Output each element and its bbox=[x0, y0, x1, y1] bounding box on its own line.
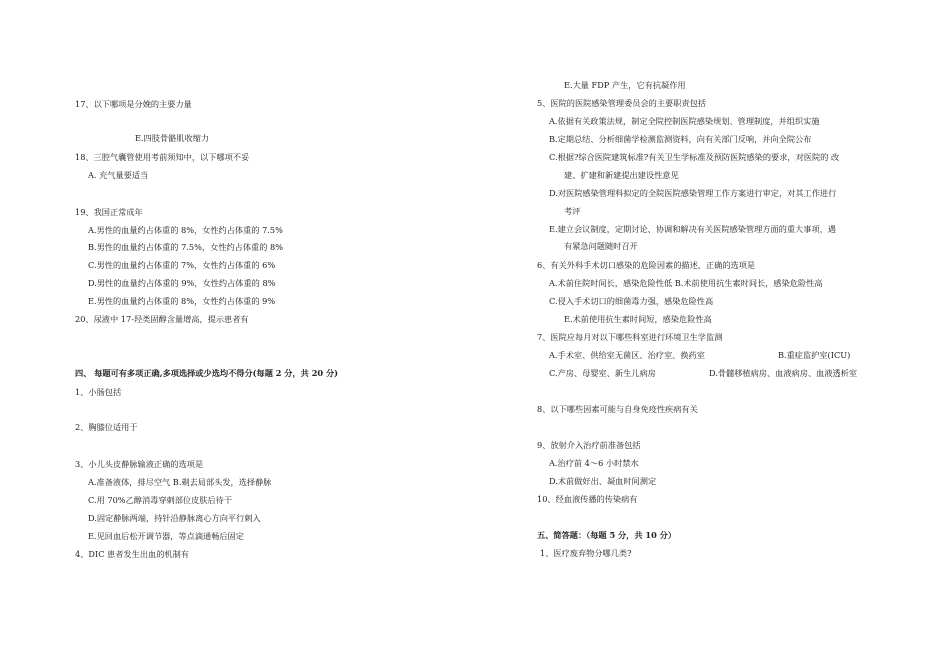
option-m5-e-cont: 有紧急问题随时召开 bbox=[564, 241, 638, 251]
option-m9-d: D.术前做好出、凝血时间测定 bbox=[549, 476, 657, 486]
multi-question-4: 4、DIC 患者发生出血的机制有 bbox=[75, 549, 189, 559]
option-m3-d: D.固定静脉两端，持针沿静脉离心方向平行刺入 bbox=[88, 513, 261, 523]
question-17: 17、以下哪项是分娩的主要力量 bbox=[75, 99, 192, 109]
option-m6-c: C.侵入手术切口的细菌毒力强，感染危险性高 bbox=[549, 296, 714, 306]
option-m5-e: E.建立会议制度，定期讨论、协调和解决有关医院感染管理方面的重大事项，遇 bbox=[549, 224, 836, 234]
option-m7-b: B.重症监护室(ICU) bbox=[778, 350, 851, 360]
option-17-e: E.四肢骨骼肌收缩力 bbox=[135, 133, 210, 143]
multi-question-2: 2、胸膝位适用于 bbox=[75, 422, 138, 432]
multi-question-5: 5、医院的医院感染管理委员会的主要职责包括 bbox=[537, 98, 706, 108]
multi-question-8: 8、以下哪些因素可能与自身免疫性疾病有关 bbox=[537, 404, 698, 414]
option-m3-e: E.见回血后松开调节器，等点滴通畅后固定 bbox=[88, 531, 244, 541]
multi-question-10: 10、经血液传播的传染病有 bbox=[537, 494, 638, 504]
option-m5-c-cont: 建、扩建和新建提出建设性意见 bbox=[564, 170, 679, 180]
section-4-heading: 四、 每题可有多项正确,多项选择或少选均不得分(每题 2 分，共 20 分) bbox=[75, 368, 339, 378]
question-20: 20、尿液中 17-羟类固醇含量增高，提示患者有 bbox=[75, 314, 249, 324]
option-m5-b: B.定期总结、分析细菌学检测监测资料，向有关部门反响，并向全院公布 bbox=[549, 134, 812, 144]
option-m5-d: D.对医院感染管理科拟定的全院医院感染管理工作方案进行审定，对其工作进行 bbox=[549, 188, 837, 198]
option-m5-a: A.依据有关政策法规，制定全院控制医院感染规划、管理制度，并组织实施 bbox=[549, 116, 820, 126]
option-m7-c: C.产房、母婴室、新生儿病房 bbox=[549, 368, 656, 378]
section-5-heading: 五、简答题：（每题 5 分，共 10 分） bbox=[537, 530, 677, 540]
multi-question-3: 3、小儿头皮静脉输液正确的选项是 bbox=[75, 459, 204, 469]
option-m6-e: E.术前使用抗生素时间短，感染危险性高 bbox=[564, 314, 712, 324]
option-m3-c: C.用 70%乙醇消毒穿刺部位皮肤后待干 bbox=[88, 495, 233, 505]
option-19-d: D.男性的血量约占体重的 9%，女性约占体重的 8% bbox=[88, 278, 276, 288]
multi-question-7: 7、医院应每月对以下哪些科室进行环境卫生学监测 bbox=[537, 332, 723, 342]
short-question-1: 1、医疗废弃物分哪几类? bbox=[540, 548, 632, 558]
option-m7-d: D.骨髓移植病房、血液病房、血液透析室 bbox=[709, 368, 858, 378]
option-m5-c: C.根据?综合医院建筑标准?有关卫生学标准及预防医院感染的要求，对医院的 改 bbox=[549, 152, 840, 162]
multi-question-6: 6、有关外科手术切口感染的危险因素的描述，正确的选项是 bbox=[537, 260, 756, 270]
question-18: 18、三腔气囊管使用考前须知中，以下哪项不妥 bbox=[75, 152, 250, 162]
option-19-c: C.男性的血量约占体重的 7%，女性约占体重的 6% bbox=[88, 260, 276, 270]
option-m6-ab: A.术前住院时间长，感染危险性低 B.术前使用抗生素时间长，感染危险性高 bbox=[549, 278, 823, 288]
option-19-b: B.男性的血量约占体重的 7.5%，女性约占体重的 8% bbox=[88, 242, 283, 252]
option-m5-d-cont: 考评 bbox=[564, 206, 581, 216]
option-19-a: A.男性的血量约占体重的 8%，女性约占体重的 7.5% bbox=[88, 225, 283, 235]
option-19-e: E.男性的血量约占体重的 8%，女性约占体重的 9% bbox=[88, 296, 276, 306]
multi-question-9: 9、放射介入治疗前准备包括 bbox=[537, 440, 641, 450]
multi-question-1: 1、小肠包括 bbox=[75, 387, 122, 397]
question-19: 19、我国正常成年 bbox=[75, 207, 143, 217]
option-18-a: A. 充气量要适当 bbox=[88, 170, 149, 180]
option-m3-ab: A.准备液体，排尽空气 B.剃去局部头发，选择静脉 bbox=[88, 477, 272, 487]
option-m9-a: A.治疗前 4～6 小时禁水 bbox=[549, 458, 639, 468]
option-m4-e: E.大量 FDP 产生，它有抗凝作用 bbox=[564, 80, 686, 90]
option-m7-a: A.手术室、供给室无菌区、治疗室、换药室 bbox=[549, 350, 705, 360]
